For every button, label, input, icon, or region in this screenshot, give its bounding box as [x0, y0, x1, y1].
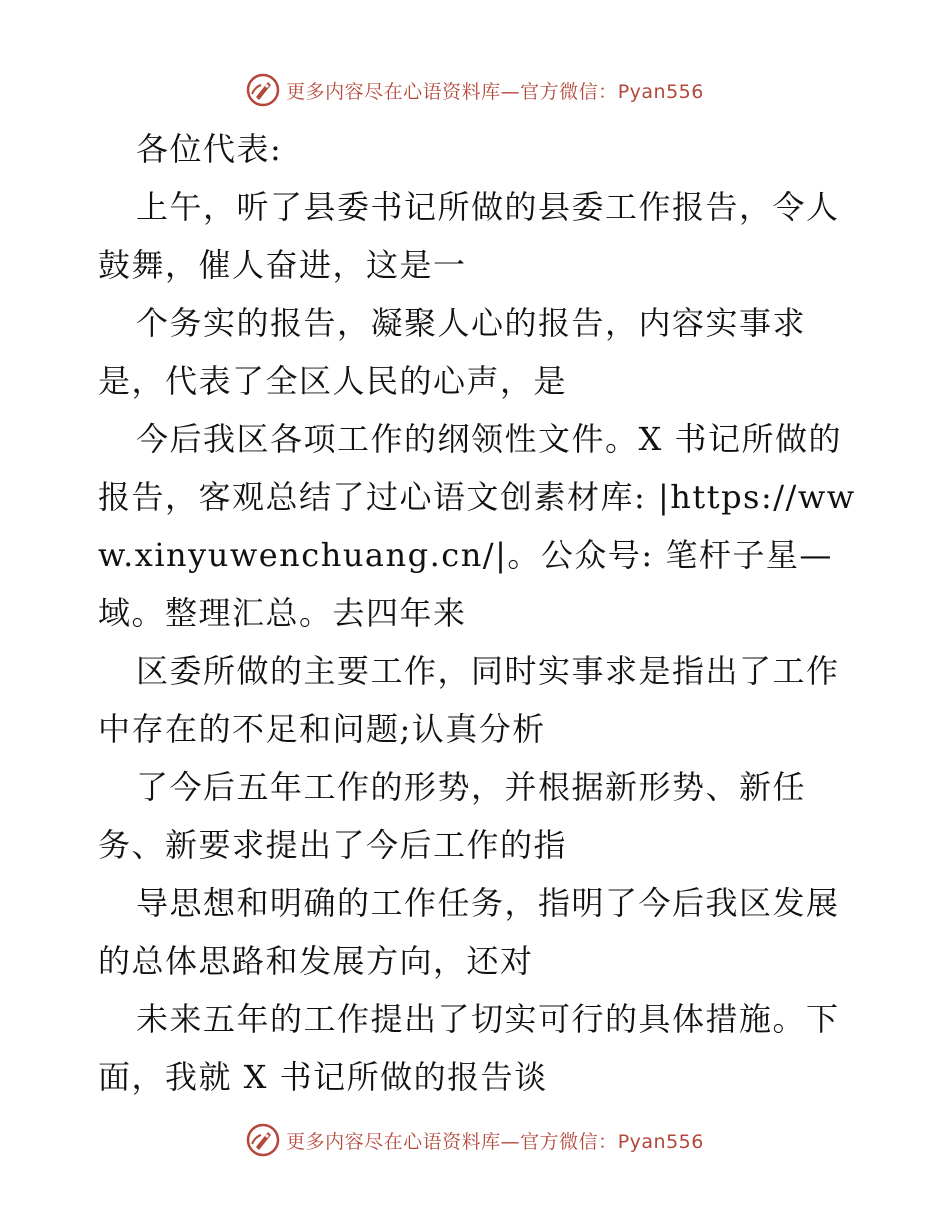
paragraph: 导思想和明确的工作任务，指明了今后我区发展的总体思路和发展方向，还对 — [98, 884, 840, 980]
watermark-text: 更多内容尽在心语资料库—官方微信：Pyan556 — [286, 80, 704, 103]
paragraph: 区委所做的主要工作，同时实事求是指出了工作中存在的不足和问题;认真分析 — [98, 652, 840, 748]
paragraph: 个务实的报告，凝聚人心的报告，内容实事求是，代表了全区人民的心声，是 — [98, 304, 807, 400]
paragraph: 了今后五年工作的形势，并根据新形势、新任务、新要求提出了今后工作的指 — [98, 768, 807, 864]
paragraph: 今后我区各项工作的纲领性文件。X 书记所做的报告，客观总结了过心语文创素材库: |https://www.xinyuwenchuang.cn/|。公众号: 笔杆子星—域。整理汇总。去四年来 — [98, 420, 856, 632]
footer-watermark — [0, 1118, 950, 1162]
document-body — [98, 120, 858, 1106]
watermark-text: 更多内容尽在心语资料库—官方微信：Pyan556 — [286, 1130, 704, 1153]
header-watermark — [0, 68, 950, 112]
paragraph: 上午，听了县委书记所做的县委工作报告，令人鼓舞，催人奋进，这是一 — [98, 188, 840, 284]
paragraph: 各位代表: — [136, 130, 283, 168]
paragraph: 未来五年的工作提出了切实可行的具体措施。下面，我就 X 书记所做的报告谈 — [98, 1000, 840, 1096]
pen-nib-logo-icon — [246, 73, 280, 107]
pen-nib-logo-icon — [246, 1123, 280, 1157]
